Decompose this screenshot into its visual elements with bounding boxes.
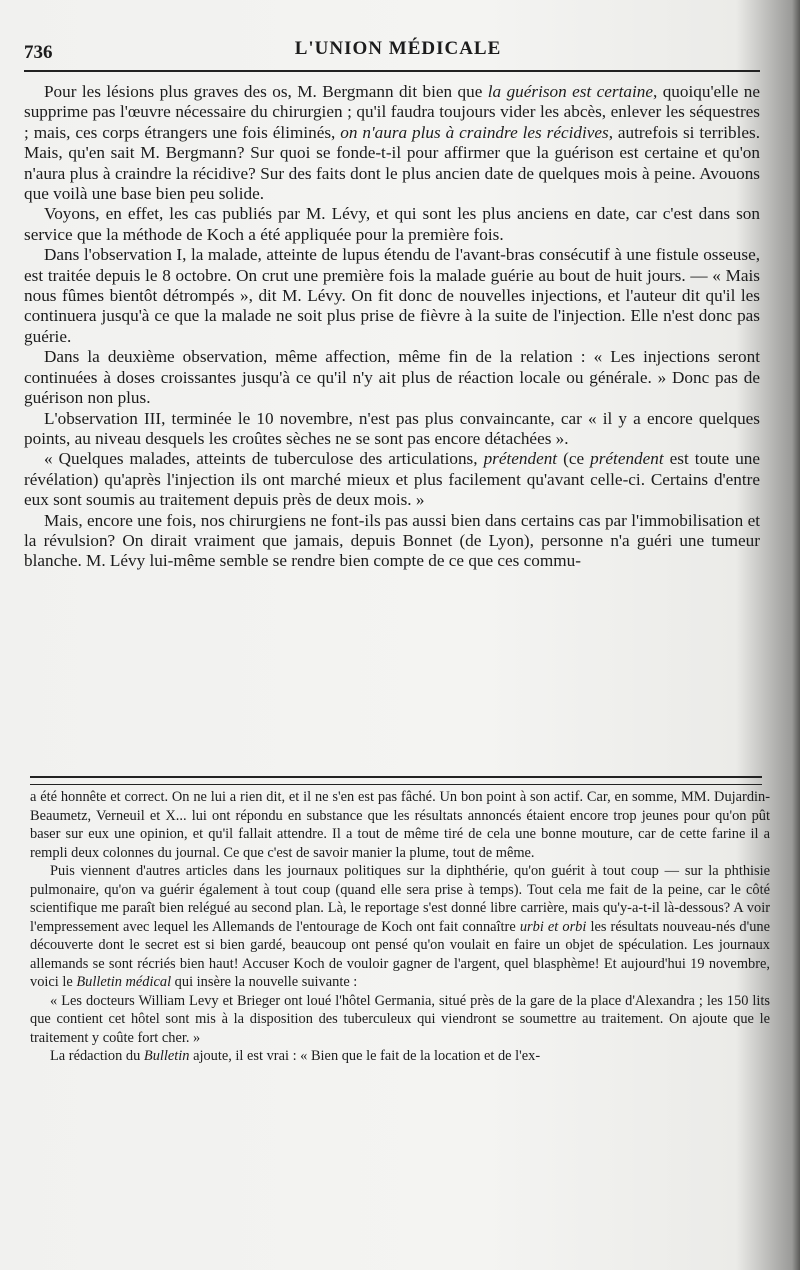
article-paragraph: Pour les lésions plus graves des os, M. Bergmann dit bien que la guérison est certaine, quoiqu'elle ne supprime pas l'œuvre nécessaire du chirurgien ; qu'il faudra toujours vider les abcès, enlever les séquestres ; mais, ces corps étrangers une fois éliminés, on n'aura plus à craindre les récidives, autrefois si terribles. Mais, qu'en sait M. Bergmann? Sur quoi se fonde-t-il pour affirmer que la guérison est certaine et qu'on n'aura plus à craindre la récidive? Sur des faits dont le plus ancien date de quelques mois à peine. Avouons que voilà une base bien peu solide.	[24, 82, 760, 204]
page-number: 736	[24, 42, 53, 63]
article-paragraph: Dans la deuxième observation, même affection, même fin de la relation : « Les injections seront continuées à doses croissantes jusqu'à ce qu'il n'y ait plus de réaction locale ou générale. » Donc pas de guérison non plus.	[24, 347, 760, 408]
page-header	[24, 34, 772, 64]
header-rule	[24, 70, 760, 72]
feuilleton-section	[30, 788, 770, 1066]
article-paragraph: Mais, encore une fois, nos chirurgiens ne font-ils pas aussi bien dans certains cas par l'immobilisation et la révulsion? On dirait vraiment que jamais, depuis Bonnet (de Lyon), personne n'a guéri une tumeur blanche. M. Lévy lui-même semble se rendre bien compte de ce que ces commu-	[24, 510, 760, 571]
article-paragraph: Voyons, en effet, les cas publiés par M. Lévy, et qui sont les plus anciens en date, car c'est dans son service que la méthode de Koch a été appliquée pour la première fois.	[24, 204, 760, 244]
article-paragraph: « Quelques malades, atteints de tuberculose des articulations, prétendent (ce prétendent est toute une révélation) qu'après l'injection ils ont marché mieux et plus facilement qu'avant celle-ci. Certains d'entre eux sont soumis au traitement depuis près de deux mois. »	[24, 449, 761, 510]
feuilleton-separator	[30, 776, 762, 785]
article-paragraph: L'observation III, terminée le 10 novembre, n'est pas plus convaincante, car « il y a encore quelques points, au niveau desquels les croûtes sèches ne se sont pas encore détachées ».	[24, 408, 760, 448]
main-article	[24, 82, 760, 572]
article-paragraph: Dans l'observation I, la malade, atteinte de lupus étendu de l'avant-bras consécutif à une fistule osseuse, est traitée depuis le 8 octobre. On crut une première fois la malade guérie au bout de huit jours. — « Mais nous fûmes bientôt détrompés », dit M. Lévy. On fit donc de nouvelles injections, et l'auteur dit qu'il les continuera jusqu'à ce que la malade ne soit plus prise de fièvre à la suite de l'injection. Elle n'est donc pas guérie.	[24, 245, 760, 346]
feuilleton-paragraph: La rédaction du Bulletin ajoute, il est vrai : « Bien que le fait de la location et de l'ex-	[50, 1048, 541, 1064]
feuilleton-paragraph: a été honnête et correct. On ne lui a rien dit, et il ne s'en est pas fâché. Un bon point à son actif. Car, en somme, MM. Dujardin-Beaumetz, Verneuil et X... lui ont répondu en substance que les résultats annoncés étaient encore trop jeunes pour qu'on pût baser sur eux une opinion, et qu'il fallait attendre. Il a tout de même tiré de cela une bonne mouture, car de cette farine il a rempli deux colonnes du journal. Ce que c'est de savoir manier la plume, tout de même.	[30, 789, 770, 861]
feuilleton-paragraph: Puis viennent d'autres articles dans les journaux politiques sur la diphthérie, qu'on guérit à tout coup — sur la phthisie pulmonaire, qu'on va guérir également à tout coup (quand elle sera prise à temps). Tout cela me fait de la peine, car le côté scientifique me paraît bien relégué au second plan. Là, le reportage s'est donné libre carrière, mais qu'y-a-t-il là-dessous? A voir l'empressement avec lequel les Allemands de l'entourage de Koch ont fait connaître urbi et orbi les résultats nouveau-nés d'une découverte dont le secret est si bien gardé, beaucoup ont pensé qu'on voulait en faire un objet de spéculation. Les journaux allemands se sont récriés bien haut! Accuser Koch de vouloir gagner de l'argent, quel blasphème! Et aujourd'hui 19 novembre, voici le Bulletin médical qui insère la nouvelle suivante :	[30, 863, 770, 990]
running-title: L'UNION MÉDICALE	[294, 38, 502, 59]
feuilleton-quote: « Les docteurs William Levy et Brieger ont loué l'hôtel Germania, situé près de la gare de la place d'Alexandra ; les 150 lits que contient cet hôtel sont mis à la disposition des tuberculeux qui viendront se soumettre au traitement. On ajoute que le traitement y coûte fort cher. »	[30, 992, 770, 1046]
